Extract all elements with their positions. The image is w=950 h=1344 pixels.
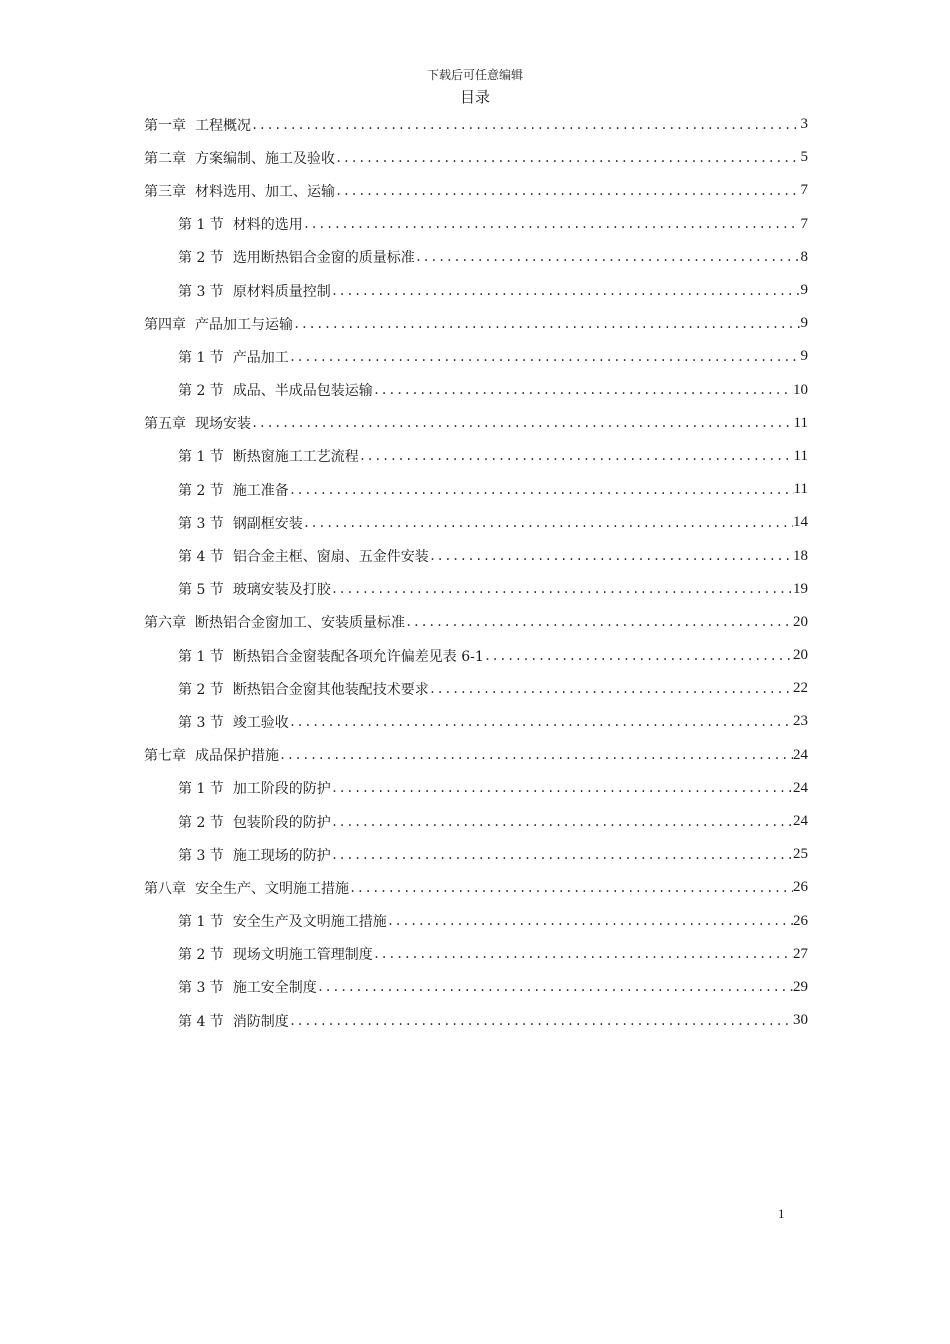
header-note: 下载后可任意编辑: [426, 68, 523, 82]
toc-dot-leader: [331, 815, 793, 829]
toc-entry-title: 成品、半成品包装运输: [232, 383, 373, 400]
toc-dot-leader: [335, 151, 800, 165]
toc-entry-number: 第 2 节: [178, 482, 224, 499]
toc-dot-leader: [335, 184, 800, 198]
toc-entry-number: 第 4 节: [178, 1013, 224, 1030]
toc-entry-number: 第 3 节: [178, 515, 224, 532]
toc-entry-number: 第 3 节: [178, 714, 224, 731]
toc-entry-number: 第八章: [144, 880, 186, 897]
toc-dot-leader: [331, 284, 800, 298]
toc-entry-number: 第 1 节: [178, 781, 224, 798]
toc-entry-number: 第 2 节: [178, 947, 224, 964]
toc-entry-section[interactable]: [144, 506, 808, 539]
toc-dot-leader: [415, 250, 800, 264]
toc-title: 目录: [459, 88, 490, 106]
toc-dot-leader: [251, 416, 794, 430]
toc-entry-page: 24: [793, 813, 808, 830]
toc-entry-section[interactable]: [144, 639, 808, 672]
toc-entry-chapter[interactable]: [144, 871, 808, 904]
toc-entry-section[interactable]: [144, 938, 808, 971]
toc-entry-number: 第三章: [144, 183, 186, 200]
toc-entry-number: 第 2 节: [178, 681, 224, 698]
toc-dot-leader: [317, 980, 793, 994]
toc-entry-page: 26: [793, 912, 808, 929]
toc-entry-title: 包装阶段的防护: [232, 814, 331, 831]
toc-entry-title: 断热铝合金窗装配各项允许偏差见表 6-1: [232, 648, 484, 665]
toc-dot-leader: [359, 449, 794, 463]
toc-entry-number: 第六章: [144, 615, 186, 632]
toc-entry-number: 第 2 节: [178, 383, 224, 400]
toc-entry-title: 安全生产及文明施工措施: [232, 914, 387, 931]
toc-dot-leader: [331, 848, 793, 862]
toc-entry-section[interactable]: [144, 805, 808, 838]
toc-entry-title: 消防制度: [232, 1013, 289, 1030]
toc-dot-leader: [405, 615, 793, 629]
toc-entry-title: 施工安全制度: [232, 980, 317, 997]
toc-entry-section[interactable]: [144, 241, 808, 274]
toc-entry-title: 工程概况: [195, 117, 251, 134]
toc-dot-leader: [303, 516, 793, 530]
toc-entry-section[interactable]: [144, 440, 808, 473]
toc-entry-title: 断热窗施工工艺流程: [232, 449, 359, 466]
toc-entry-section[interactable]: [144, 374, 808, 407]
toc-entry-title: 安全生产、文明施工措施: [195, 880, 349, 897]
toc-entry-chapter[interactable]: [144, 307, 808, 340]
toc-entry-title: 加工阶段的防护: [232, 781, 331, 798]
toc-dot-leader: [387, 914, 793, 928]
toc-dot-leader: [484, 649, 793, 663]
toc-entry-title: 施工现场的防护: [232, 847, 331, 864]
toc-entry-title: 选用断热铝合金窗的质量标准: [232, 250, 415, 267]
toc-entry-title: 产品加工: [232, 349, 289, 366]
toc-entry-page: 18: [793, 547, 808, 564]
toc-entry-title: 钢副框安装: [232, 515, 303, 532]
toc-entry-chapter[interactable]: [144, 174, 808, 207]
toc-dot-leader: [289, 483, 794, 497]
toc-entry-page: 11: [793, 447, 808, 464]
toc-entry-title: 玻璃安装及打胶: [232, 582, 331, 599]
toc-entry-number: 第四章: [144, 316, 186, 333]
toc-entry-title: 材料选用、加工、运输: [195, 183, 335, 200]
toc-entry-title: 原材料质量控制: [232, 283, 331, 300]
toc-entry-number: 第 3 节: [178, 847, 224, 864]
toc-dot-leader: [289, 350, 800, 364]
toc-entry-section[interactable]: [144, 705, 808, 738]
toc-entry-chapter[interactable]: [144, 606, 808, 639]
toc-entry-page: 9: [800, 348, 808, 365]
toc-entry-title: 产品加工与运输: [195, 316, 293, 333]
toc-entry-title: 断热铝合金窗加工、安装质量标准: [195, 615, 405, 632]
toc-entry-page: 20: [793, 647, 808, 664]
toc-dot-leader: [279, 748, 793, 762]
toc-entry-title: 方案编制、施工及验收: [195, 150, 335, 167]
toc-entry-title: 断热铝合金窗其他装配技术要求: [232, 681, 429, 698]
toc-dot-leader: [331, 781, 793, 795]
toc-entry-page: 26: [793, 879, 808, 896]
toc-entry-page: 20: [793, 613, 808, 630]
toc-entry-title: 现场安装: [195, 416, 251, 433]
toc-entry-chapter[interactable]: [144, 141, 808, 174]
toc-entry-page: 8: [800, 248, 808, 265]
toc-entry-section[interactable]: [144, 539, 808, 572]
toc-entry-page: 24: [793, 746, 808, 763]
toc-entry-page: 3: [800, 116, 808, 133]
toc-entry-section[interactable]: [144, 340, 808, 373]
toc-dot-leader: [251, 118, 800, 132]
toc-dot-leader: [303, 217, 800, 231]
toc-entry-section[interactable]: [144, 274, 808, 307]
toc-entry-page: 14: [793, 514, 808, 531]
toc-entry-page: 23: [793, 713, 808, 730]
toc-entry-number: 第 1 节: [178, 217, 224, 234]
toc-entry-page: 11: [793, 414, 808, 431]
toc-dot-leader: [331, 582, 793, 596]
toc-dot-leader: [293, 317, 800, 331]
toc-entry-number: 第 3 节: [178, 283, 224, 300]
toc-entry-number: 第五章: [144, 416, 186, 433]
toc-entry-page: 27: [793, 945, 808, 962]
toc-entry-chapter[interactable]: [144, 407, 808, 440]
toc-entry-number: 第七章: [144, 748, 186, 765]
toc-entry-number: 第 1 节: [178, 648, 224, 665]
toc-entry-page: 11: [793, 481, 808, 498]
toc-entry-number: 第二章: [144, 150, 186, 167]
toc-entry-section[interactable]: [144, 672, 808, 705]
toc-entry-page: 5: [800, 149, 808, 166]
toc-entry-title: 现场文明施工管理制度: [232, 947, 373, 964]
toc-dot-leader: [373, 383, 793, 397]
toc-entry-chapter[interactable]: [144, 108, 808, 141]
toc-dot-leader: [373, 947, 793, 961]
toc-entry-number: 第 5 节: [178, 582, 224, 599]
toc-entry-page: 22: [793, 680, 808, 697]
toc-entry-number: 第 2 节: [178, 814, 224, 831]
toc-entry-title: 施工准备: [232, 482, 289, 499]
toc-dot-leader: [289, 715, 793, 729]
toc-entry-section[interactable]: [144, 905, 808, 938]
toc-entry-section[interactable]: [144, 838, 808, 871]
toc-entry-number: 第 1 节: [178, 914, 224, 931]
toc-entry-number: 第一章: [144, 117, 186, 134]
toc-entry-number: 第 2 节: [178, 250, 224, 267]
toc-entry-number: 第 4 节: [178, 549, 224, 566]
toc-entry-number: 第 1 节: [178, 349, 224, 366]
toc-entry-page: 9: [800, 315, 808, 332]
toc-entry-page: 10: [793, 381, 808, 398]
toc-entry-page: 7: [800, 182, 808, 199]
toc-dot-leader: [349, 881, 793, 895]
toc-entry-number: 第 3 节: [178, 980, 224, 997]
toc-entry-page: 24: [793, 779, 808, 796]
toc-entry-page: 29: [793, 978, 808, 995]
toc-entry-page: 7: [800, 215, 808, 232]
toc-entry-chapter[interactable]: [144, 739, 808, 772]
toc-dot-leader: [289, 1014, 793, 1028]
toc-entry-page: 9: [800, 282, 808, 299]
toc-entry-title: 竣工验收: [232, 714, 289, 731]
toc-entry-section[interactable]: [144, 1004, 808, 1037]
toc-entry-section[interactable]: [144, 573, 808, 606]
toc-entry-page: 19: [793, 580, 808, 597]
toc-entry-page: 30: [793, 1012, 808, 1029]
toc-entry-title: 材料的选用: [232, 217, 303, 234]
toc-entry-section[interactable]: [144, 772, 808, 805]
toc-entry-title: 铝合金主框、窗扇、五金件安装: [232, 549, 429, 566]
toc-entry-section[interactable]: [144, 473, 808, 506]
toc-entry-page: 25: [793, 846, 808, 863]
page-number: 1: [778, 1206, 785, 1221]
toc-entry-section[interactable]: [144, 208, 808, 241]
toc-dot-leader: [429, 682, 793, 696]
toc-entry-section[interactable]: [144, 971, 808, 1004]
table-of-contents: [144, 108, 808, 1037]
toc-entry-number: 第 1 节: [178, 449, 224, 466]
toc-entry-title: 成品保护措施: [195, 748, 279, 765]
toc-dot-leader: [429, 549, 793, 563]
